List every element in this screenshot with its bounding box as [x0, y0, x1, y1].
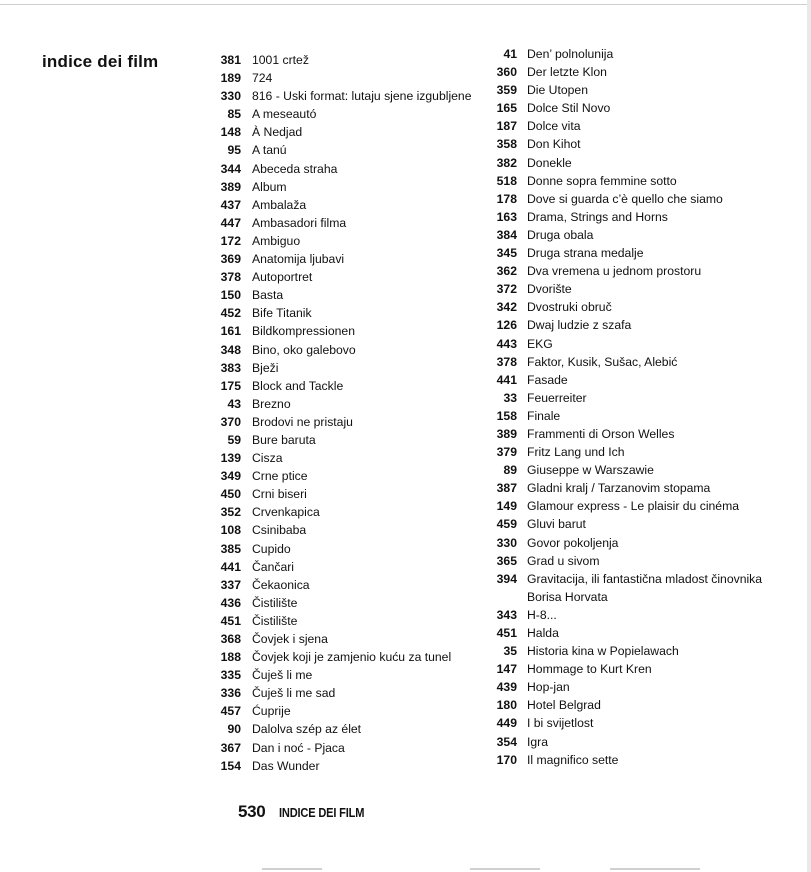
entry-page-number: 372	[496, 282, 517, 297]
entry-page-number: 383	[220, 360, 241, 375]
index-entry	[493, 117, 767, 135]
index-heading: indice dei film	[42, 52, 159, 71]
entry-page-number: 443	[496, 336, 517, 351]
page-footer	[238, 802, 380, 822]
entry-film-title: Il magnifico sette	[527, 752, 619, 767]
index-entry	[493, 298, 767, 316]
entry-page-number: 437	[220, 197, 241, 212]
entry-film-title: Basta	[252, 288, 284, 303]
entry-page-number: 441	[496, 372, 517, 387]
entry-film-title: Fritz Lang und Ich	[527, 445, 625, 460]
entry-film-title: Ambiguo	[252, 233, 301, 248]
entry-film-title: Čuješ li me sad	[252, 686, 336, 701]
entry-film-title: Historia kina w Popielawach	[527, 644, 679, 659]
entry-page-number: 358	[496, 137, 517, 152]
entry-film-title: Dvorište	[527, 282, 572, 297]
entry-page-number: 387	[496, 481, 517, 496]
entry-page-number: 378	[220, 270, 241, 285]
entry-page-number: 385	[220, 541, 241, 556]
entry-film-title: Bježi	[252, 360, 279, 375]
index-entry	[493, 172, 767, 190]
entry-page-number: 354	[496, 734, 517, 749]
entry-film-title: Hommage to Kurt Kren	[527, 662, 652, 677]
index-entry	[493, 81, 767, 99]
entry-page-number: 362	[496, 264, 517, 279]
index-entry	[214, 160, 472, 178]
index-entry	[214, 250, 472, 268]
entry-film-title: Grad u sivom	[527, 553, 600, 568]
index-entry	[214, 377, 472, 395]
index-entry	[214, 232, 472, 250]
entry-film-title: Halda	[527, 626, 559, 640]
entry-page-number: 369	[220, 252, 241, 267]
index-entry	[214, 449, 472, 467]
entry-page-number: 450	[220, 487, 241, 502]
entry-film-title: Dove si guarda c’è quello che siamo	[527, 191, 723, 206]
entry-page-number: 108	[220, 523, 241, 538]
entry-page-number: 59	[227, 432, 241, 447]
entry-film-title: Block and Tackle	[252, 378, 344, 393]
entry-page-number: 337	[220, 577, 241, 592]
index-entry	[493, 407, 767, 425]
index-entry	[214, 684, 472, 702]
index-entry	[493, 353, 767, 371]
entry-film-title: A tanú	[252, 143, 287, 158]
entry-page-number: 161	[220, 324, 241, 339]
entry-page-number: 384	[496, 227, 517, 242]
index-entry	[493, 497, 767, 515]
index-entry	[214, 467, 472, 485]
entry-page-number: 378	[496, 354, 517, 369]
index-entry	[214, 521, 472, 539]
index-entry	[493, 696, 767, 714]
entry-film-title: Bino, oko galebovo	[252, 342, 356, 357]
entry-page-number: 452	[220, 306, 241, 321]
page-number: 530	[238, 802, 266, 821]
index-entry	[493, 751, 767, 769]
index-entry	[214, 739, 472, 757]
entry-film-title: H-8...	[527, 607, 557, 622]
entry-film-title: Fasade	[527, 372, 568, 387]
entry-film-title: Hop-jan	[527, 680, 570, 695]
entry-film-title: Drama, Strings and Horns	[527, 209, 668, 224]
entry-page-number: 172	[220, 233, 241, 248]
index-entry	[493, 99, 767, 117]
entry-film-title: Faktor, Kusik, Sušac, Alebić	[527, 354, 678, 369]
left-index-column	[214, 51, 472, 775]
entry-film-title: Bure baruta	[252, 432, 316, 447]
entry-page-number: 336	[220, 686, 241, 701]
entry-film-title: Čovjek koji je zamjenio kuću za tunel	[252, 650, 452, 665]
entry-page-number: 451	[220, 613, 241, 628]
index-entry	[214, 485, 472, 503]
index-entry	[493, 642, 767, 660]
top-rule	[0, 4, 811, 5]
entry-page-number: 343	[496, 607, 517, 622]
index-entry	[214, 105, 472, 123]
entry-page-number: 389	[220, 179, 241, 194]
entry-page-number: 335	[220, 668, 241, 683]
entry-page-number: 359	[496, 83, 517, 98]
index-entry	[214, 123, 472, 141]
index-entry	[493, 570, 767, 606]
index-entry	[493, 678, 767, 696]
running-head: INDICE DEI FILM	[279, 805, 365, 820]
index-entry	[214, 141, 472, 159]
entry-page-number: 447	[220, 215, 241, 230]
index-entry	[493, 335, 767, 353]
entry-page-number: 330	[220, 89, 241, 104]
right-index-column	[493, 45, 767, 769]
entry-film-title: Čančari	[252, 559, 294, 574]
entry-page-number: 41	[503, 47, 517, 61]
entry-film-title: Anatomija ljubavi	[252, 252, 345, 267]
entry-film-title: Donekle	[527, 155, 572, 170]
index-entry	[214, 214, 472, 232]
entry-film-title: Dan i noć - Pjaca	[252, 740, 345, 755]
entry-film-title: Giuseppe w Warszawie	[527, 463, 654, 478]
entry-film-title: Glamour express - Le plaisir du cinéma	[527, 499, 740, 514]
entry-page-number: 95	[227, 143, 241, 158]
entry-page-number: 367	[220, 740, 241, 755]
entry-film-title: EKG	[527, 336, 553, 351]
index-entry	[214, 431, 472, 449]
entry-page-number: 165	[496, 101, 517, 116]
entry-film-title: Cisza	[252, 451, 283, 466]
entry-page-number: 33	[503, 390, 517, 405]
entry-page-number: 368	[220, 632, 241, 646]
entry-film-title: I bi svijetlost	[527, 716, 594, 731]
index-entry	[493, 244, 767, 262]
entry-film-title: Brezno	[252, 396, 291, 411]
entry-film-title: Don Kihot	[527, 137, 581, 152]
entry-page-number: 360	[496, 65, 517, 80]
index-entry	[214, 69, 472, 87]
entry-film-title: 724	[252, 71, 273, 86]
index-entry	[214, 702, 472, 720]
entry-page-number: 449	[496, 716, 517, 731]
entry-page-number: 147	[496, 662, 517, 677]
entry-film-title: Album	[252, 179, 287, 194]
entry-film-title: Der letzte Klon	[527, 65, 607, 80]
entry-page-number: 158	[496, 408, 517, 423]
index-entry	[493, 552, 767, 570]
entry-page-number: 348	[220, 342, 241, 357]
index-entry	[214, 503, 472, 521]
entry-page-number: 139	[220, 451, 241, 466]
bottom-dash	[262, 868, 322, 870]
entry-page-number: 439	[496, 680, 517, 695]
bottom-dash	[610, 868, 700, 870]
entry-film-title: Donne sopra femmine sotto	[527, 173, 677, 188]
index-entry	[214, 576, 472, 594]
entry-film-title: Čuješ li me	[252, 668, 313, 683]
entry-page-number: 43	[227, 396, 241, 411]
entry-film-title: Dwaj ludzie z szafa	[527, 318, 632, 333]
index-entry	[493, 425, 767, 443]
index-entry	[214, 87, 472, 105]
entry-page-number: 35	[503, 644, 517, 659]
entry-film-title: Das Wunder	[252, 758, 320, 773]
index-entry	[214, 322, 472, 340]
entry-page-number: 370	[220, 414, 241, 429]
index-entry	[214, 558, 472, 576]
entry-film-title: Csinibaba	[252, 523, 307, 538]
entry-page-number: 180	[496, 698, 517, 713]
entry-page-number: 90	[227, 722, 241, 737]
entry-film-title: Dva vremena u jednom prostoru	[527, 264, 702, 279]
entry-film-title: 816 - Uski format: lutaju sjene izgubljene	[252, 89, 472, 104]
entry-film-title: Ćuprije	[252, 704, 291, 719]
entry-film-title: Dolce Stil Novo	[527, 101, 611, 116]
index-entry	[214, 51, 472, 69]
index-entry	[493, 262, 767, 280]
entry-page-number: 344	[220, 161, 241, 176]
entry-film-title: A meseautó	[252, 107, 317, 122]
entry-page-number: 85	[227, 107, 241, 122]
index-entry	[493, 624, 767, 642]
entry-film-title: Cupido	[252, 541, 291, 556]
index-entry	[493, 606, 767, 624]
entry-page-number: 451	[496, 626, 517, 640]
entry-page-number: 188	[220, 650, 241, 665]
index-entry	[493, 190, 767, 208]
entry-page-number: 178	[496, 191, 517, 206]
entry-film-title: Bildkompressionen	[252, 324, 355, 339]
entry-page-number: 518	[496, 173, 517, 188]
entry-page-number: 349	[220, 469, 241, 484]
entry-page-number: 379	[496, 445, 517, 460]
index-entry	[214, 630, 472, 648]
index-entry	[493, 63, 767, 81]
entry-page-number: 170	[496, 752, 517, 767]
entry-page-number: 352	[220, 505, 241, 520]
entry-film-title: Crne ptice	[252, 469, 308, 484]
index-entry	[214, 341, 472, 359]
entry-page-number: 150	[220, 288, 241, 303]
index-entry	[214, 594, 472, 612]
entry-film-title: Finale	[527, 408, 561, 423]
index-entry	[493, 389, 767, 407]
entry-page-number: 389	[496, 426, 517, 441]
entry-film-title: Frammenti di Orson Welles	[527, 426, 675, 441]
entry-page-number: 189	[220, 71, 241, 86]
entry-film-title: Die Utopen	[527, 83, 588, 98]
index-entry	[493, 208, 767, 226]
page-edge	[807, 0, 811, 872]
entry-film-title: Ambalaža	[252, 197, 307, 212]
entry-film-title: Druga strana medalje	[527, 246, 644, 261]
entry-film-title: Druga obala	[527, 227, 594, 242]
entry-page-number: 394	[496, 571, 517, 586]
entry-page-number: 382	[496, 155, 517, 170]
entry-film-title: Govor pokoljenja	[527, 535, 619, 550]
entry-page-number: 126	[496, 318, 517, 333]
entry-film-title: Bife Titanik	[252, 306, 312, 321]
index-entry	[493, 534, 767, 552]
entry-page-number: 154	[220, 758, 241, 773]
index-entry	[493, 154, 767, 172]
entry-film-title: Dvostruki obruč	[527, 300, 612, 315]
entry-film-title: Feuerreiter	[527, 390, 587, 405]
index-entry	[493, 733, 767, 751]
index-entry	[493, 443, 767, 461]
entry-film-title: Crni biseri	[252, 487, 307, 502]
entry-film-title: Čovjek i sjena	[252, 632, 328, 646]
entry-film-title: Gravitacija, ili fantastična mladost činovnika Borisa Horvata	[527, 571, 763, 604]
index-entry	[214, 757, 472, 775]
entry-film-title: Autoportret	[252, 270, 313, 285]
entry-page-number: 175	[220, 378, 241, 393]
entry-film-title: Hotel Belgrad	[527, 698, 601, 713]
entry-page-number: 330	[496, 535, 517, 550]
index-entry	[214, 666, 472, 684]
entry-page-number: 459	[496, 517, 517, 532]
entry-page-number: 148	[220, 125, 241, 140]
index-entry	[214, 648, 472, 666]
index-entry	[493, 660, 767, 678]
index-entry	[214, 268, 472, 286]
entry-page-number: 149	[496, 499, 517, 514]
index-entry	[493, 461, 767, 479]
index-entry	[214, 395, 472, 413]
index-entry	[214, 286, 472, 304]
entry-film-title: Dalolva szép az élet	[252, 722, 362, 737]
entry-page-number: 436	[220, 595, 241, 610]
entry-film-title: Čekaonica	[252, 577, 310, 592]
index-entry	[493, 280, 767, 298]
entry-film-title: Brodovi ne pristaju	[252, 414, 353, 429]
index-entry	[214, 413, 472, 431]
index-entry	[493, 515, 767, 533]
index-entry	[493, 714, 767, 732]
entry-film-title: 1001 crtež	[252, 53, 309, 67]
index-entry	[493, 135, 767, 153]
index-entry	[214, 540, 472, 558]
index-entry	[214, 612, 472, 630]
entry-film-title: Čistilište	[252, 613, 298, 628]
entry-page-number: 345	[496, 246, 517, 261]
entry-film-title: Ambasadori filma	[252, 215, 347, 230]
entry-film-title: À Nedjad	[252, 125, 303, 140]
entry-film-title: Igra	[527, 734, 549, 749]
index-entry	[493, 316, 767, 334]
index-entry	[214, 304, 472, 322]
entry-film-title: Den’ polnolunija	[527, 47, 614, 61]
index-entry	[214, 178, 472, 196]
entry-film-title: Gluvi barut	[527, 517, 586, 532]
index-entry	[493, 371, 767, 389]
entry-page-number: 89	[503, 463, 517, 478]
entry-page-number: 381	[220, 53, 241, 67]
index-entry	[214, 359, 472, 377]
entry-page-number: 457	[220, 704, 241, 719]
entry-film-title: Dolce vita	[527, 119, 581, 134]
bottom-dash	[470, 868, 540, 870]
entry-page-number: 187	[496, 119, 517, 134]
index-entry	[493, 479, 767, 497]
index-entry	[214, 720, 472, 738]
index-entry	[493, 226, 767, 244]
entry-page-number: 163	[496, 209, 517, 224]
entry-film-title: Abeceda straha	[252, 161, 338, 176]
entry-film-title: Gladni kralj / Tarzanovim stopama	[527, 481, 711, 496]
entry-page-number: 441	[220, 559, 241, 574]
entry-film-title: Čistilište	[252, 595, 298, 610]
entry-page-number: 342	[496, 300, 517, 315]
entry-page-number: 365	[496, 553, 517, 568]
entry-film-title: Crvenkapica	[252, 505, 320, 520]
index-entry	[493, 45, 767, 63]
index-entry	[214, 196, 472, 214]
